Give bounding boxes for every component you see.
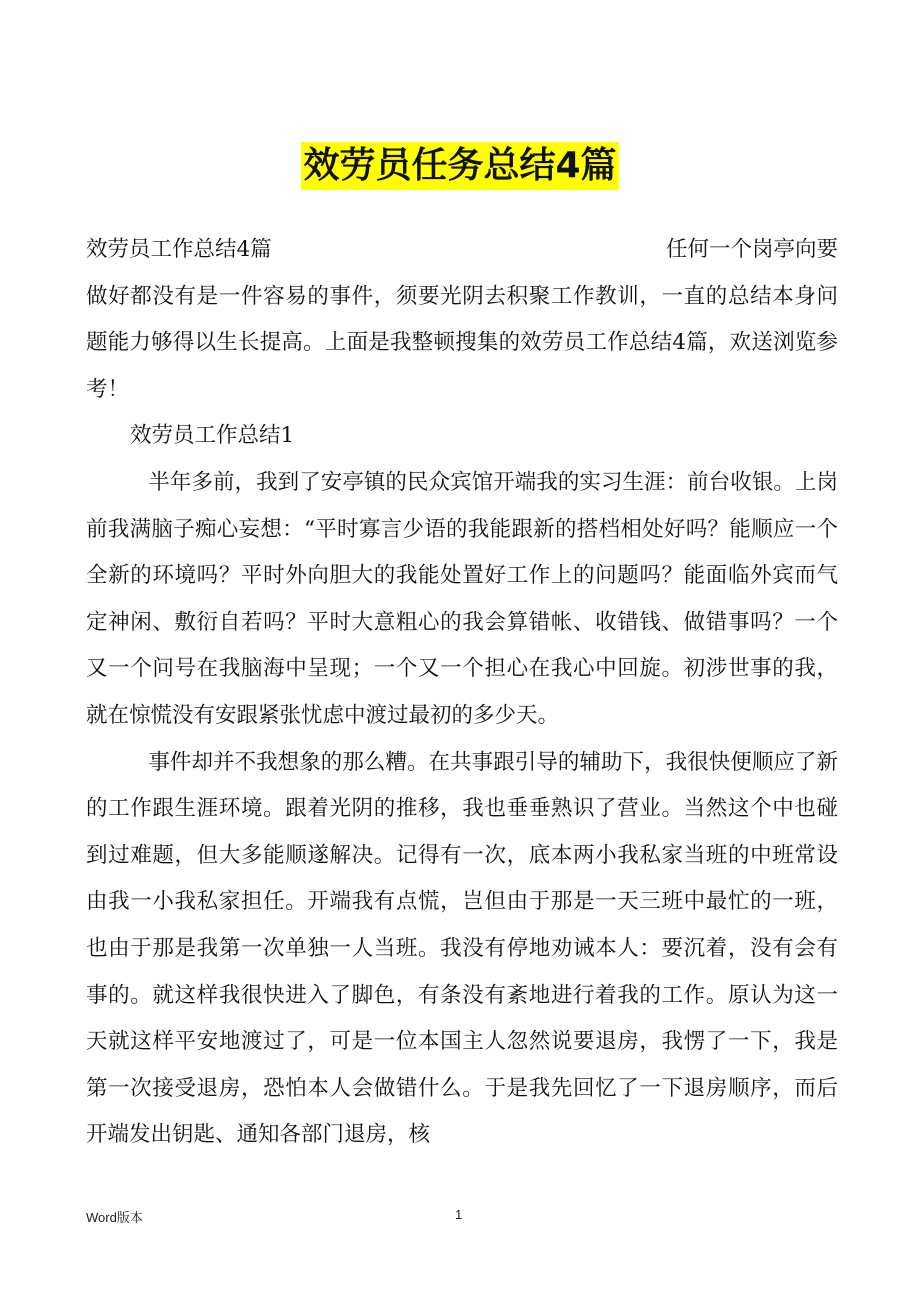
intro-heading: 效劳员工作总结4篇 <box>86 237 272 262</box>
page-footer <box>0 1207 920 1229</box>
intro-lead: 任何一个岗亭向要 <box>665 237 838 262</box>
page-number: 1 <box>455 1207 463 1222</box>
intro-heading-line <box>86 227 838 274</box>
intro-paragraph: 做好都没有是一件容易的事件，须要光阴去积聚工作教训，一直的总结本身问题能力够得以生长提高。上面是我整顿搜集的效劳员工作总结4篇，欢送浏览参考！ <box>86 283 838 402</box>
document-title: 效劳员任务总结4篇 <box>301 142 618 190</box>
footer-label: Word版本 <box>86 1210 143 1225</box>
paragraph-2: 事件却并不我想象的那么糟。在共事跟引导的辅助下，我很快便顺应了新的工作跟生涯环境。跟着光阴的推移，我也垂垂熟识了营业。当然这个中也碰到过难题，但大多能顺遂解决。记得有一次，底本两小我私家当班的中班常设由我一小我私家担任。开端我有点慌，岂但由于那是一天三班中最忙的一班，也由于那是我第一次单独一人当班。我没有停地劝诫本人：要沉着，没有会有事的。就这样我很快进入了脚色，有条没有紊地进行着我的工作。原认为这一天就这样平安地渡过了，可是一位本国主人忽然说要退房，我愣了一下，我是第一次接受退房，恐怕本人会做错什么。于是我先回忆了一下退房顺序，而后开端发出钥匙、通知各部门退房，核 <box>86 749 838 1148</box>
section-heading: 效劳员工作总结1 <box>130 423 295 449</box>
document-body <box>86 227 838 1159</box>
paragraph-1: 半年多前，我到了安亭镇的民众宾馆开端我的实习生涯：前台收银。上岗前我满脑子痴心妄想：“平时寡言少语的我能跟新的搭档相处好吗？能顺应一个全新的环境吗？平时外向胆大的我能处置好工作上的问题吗？能面临外宾而气定神闲、敷衍自若吗？平时大意粗心的我会算错帐、收错钱、做错事吗？一个又一个问号在我脑海中呈现；一个又一个担心在我心中回旋。初涉世事的我，就在惊慌没有安跟紧张忧虑中渡过最初的多少天。 <box>86 469 838 728</box>
title-container <box>0 142 920 190</box>
